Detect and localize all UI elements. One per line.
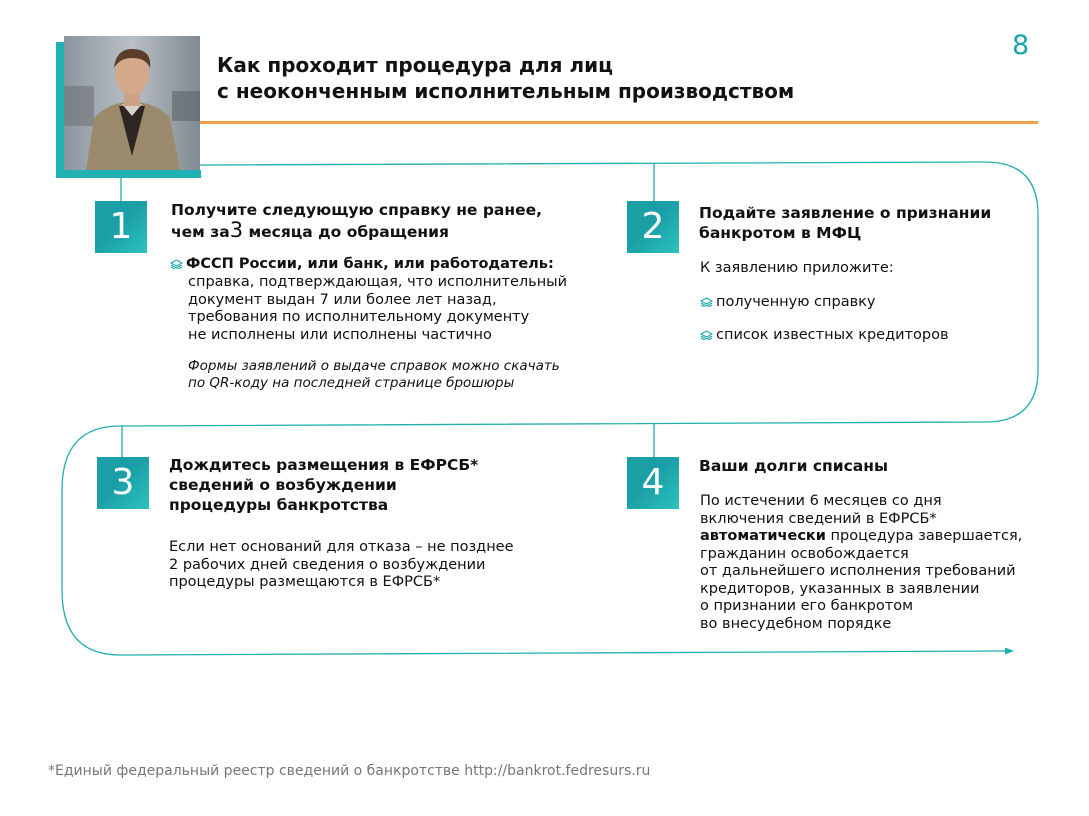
- step-3-heading: [169, 455, 478, 515]
- man-portrait-icon: [64, 36, 200, 170]
- step-2-bullet: список известных кредиторов: [700, 327, 949, 345]
- step-1-heading: [171, 200, 542, 242]
- title-divider: [200, 121, 1038, 124]
- step-4-heading: Ваши долги списаны: [699, 457, 888, 475]
- step-3-heading-line: сведений о возбуждении: [169, 476, 397, 494]
- document-stack-icon: [170, 259, 183, 269]
- footnote: *Единый федеральный реестр сведений о банкротстве http://bankrot.fedresurs.ru: [48, 763, 651, 779]
- step-2-heading-line-2: банкротом в МФЦ: [699, 224, 862, 242]
- step-1-body-line: документ выдан 7 или более лет назад,: [188, 291, 497, 308]
- step-1-note: [188, 358, 560, 392]
- step-2-number: 2: [627, 201, 679, 253]
- step-2-heading: [699, 203, 991, 243]
- step-4-body-line: от дальнейшего исполнения требований: [700, 563, 1016, 579]
- step-3-body-line: 2 рабочих дней сведения о возбуждении: [169, 556, 486, 573]
- photo-frame-bottom: [56, 170, 201, 178]
- step-2-intro: К заявлению приложите:: [700, 260, 894, 276]
- step-1-body: [170, 256, 554, 274]
- step-4-body-line: автоматически процедура завершается,: [700, 528, 1023, 544]
- step-1-body-lines: [188, 274, 567, 344]
- step-3-body-line: процедуры размещаются в ЕФРСБ*: [169, 574, 441, 590]
- step-4-body-bold: автоматически: [700, 528, 826, 544]
- step-4-body-line: кредиторов, указанных в заявлении: [700, 580, 980, 597]
- step-3-heading-line: Дождитесь размещения в ЕФРСБ*: [169, 456, 479, 474]
- step-2-bullet: полученную справку: [700, 294, 875, 312]
- step-1-bullet: [170, 256, 554, 274]
- step-2-heading-line-1: Подайте заявление о признании: [699, 204, 992, 222]
- step-1-note-line: Формы заявлений о выдаче справок можно скачать: [188, 358, 560, 374]
- step-4-body-line: о признании его банкротом: [700, 598, 914, 614]
- title-line-2: с неоконченным исполнительным производством: [217, 79, 795, 103]
- photo-frame-left: [56, 42, 64, 178]
- step-1-months-number: 3: [229, 218, 244, 242]
- step-4-body-line: гражданин освобождается: [700, 545, 909, 562]
- step-3-number: 3: [97, 457, 149, 509]
- step-4-body: [700, 493, 1022, 633]
- document-stack-icon: [700, 297, 713, 307]
- step-1-body-line: справка, подтверждающая, что исполнительный: [188, 274, 568, 290]
- step-4-body-line: включения сведений в ЕФРСБ*: [700, 510, 937, 527]
- step-3-body: [169, 539, 514, 592]
- step-3-body-line: Если нет оснований для отказа – не позднее: [169, 539, 514, 555]
- portrait-photo: [64, 36, 200, 170]
- step-1-heading-line-1: Получите следующую справку не ранее,: [171, 201, 542, 219]
- step-1-number: 1: [95, 201, 147, 253]
- step-3-heading-line: процедуры банкротства: [169, 496, 389, 514]
- step-1-bullet-bold: ФССП России, или банк, или работодатель:: [186, 256, 554, 272]
- step-4-number: 4: [627, 457, 679, 509]
- step-1-note-line: по QR-коду на последней странице брошюры: [188, 375, 515, 391]
- page-title: [217, 52, 794, 104]
- step-4-body-line: во внесудебном порядке: [700, 615, 892, 632]
- step-1-body-line: требования по исполнительному документу: [188, 309, 530, 325]
- title-line-1: Как проходит процедура для лиц: [217, 53, 613, 77]
- document-stack-icon: [700, 330, 713, 340]
- step-1-heading-line-2: чем за3 месяца до обращения: [171, 218, 449, 242]
- page-number: 8: [1012, 30, 1030, 61]
- step-4-body-line: По истечении 6 месяцев со дня: [700, 493, 942, 509]
- step-1-body-line: не исполнены или исполнены частично: [188, 326, 492, 343]
